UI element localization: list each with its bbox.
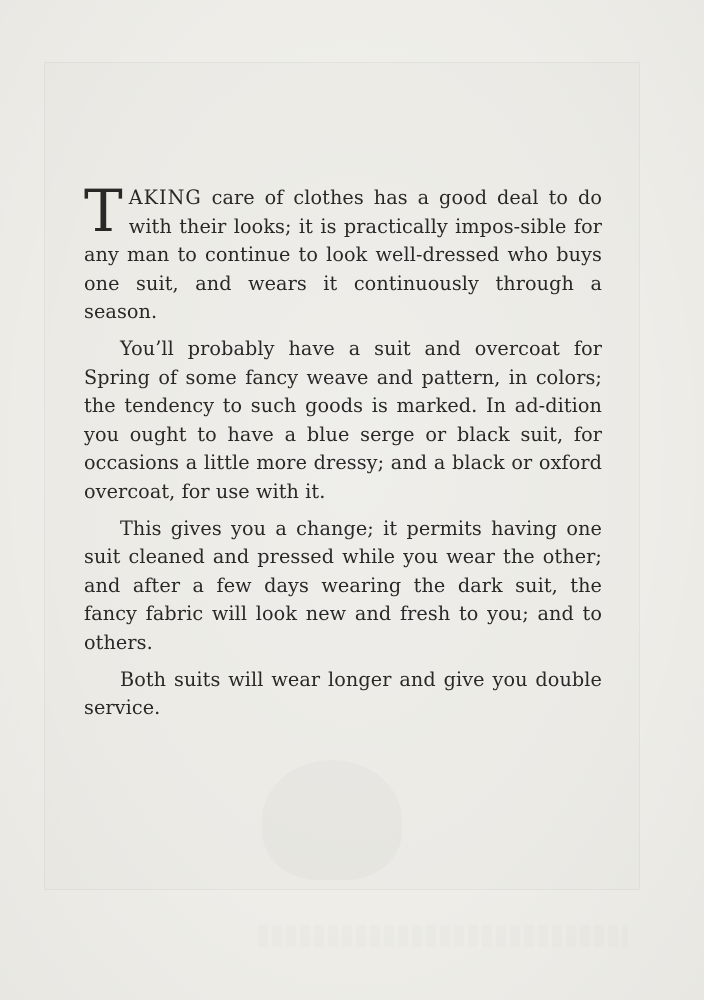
show-through-caption xyxy=(258,925,628,947)
paragraph-4: Both suits will wear longer and give you double service. xyxy=(84,667,602,720)
paragraph-3: This gives you a change; it permits having one suit cleaned and pressed while you wear the other; and after a few days wearing the dark suit, the fancy fabric will look new and fresh to you; and to others. xyxy=(84,516,602,654)
show-through-figure xyxy=(262,760,402,880)
paragraph-2: You’ll probably have a suit and overcoat for Spring of some fancy weave and pattern, in colors; the tendency to such goods is marked. In ad-dition you ought to have a blue serge or black suit, for occasions a little more dressy; and a black or oxford overcoat, for use with it. xyxy=(84,336,602,503)
paragraph-1-text: care of clothes has a good deal to do with their looks; it is practically impos-sible for any man to continue to look well-dressed who buys one suit, and wears it continuously through a season. xyxy=(84,186,602,324)
paragraph-1 xyxy=(84,177,602,327)
drop-cap: T xyxy=(84,177,123,245)
lead-caps: AKING xyxy=(128,186,202,209)
body-text xyxy=(84,177,602,731)
